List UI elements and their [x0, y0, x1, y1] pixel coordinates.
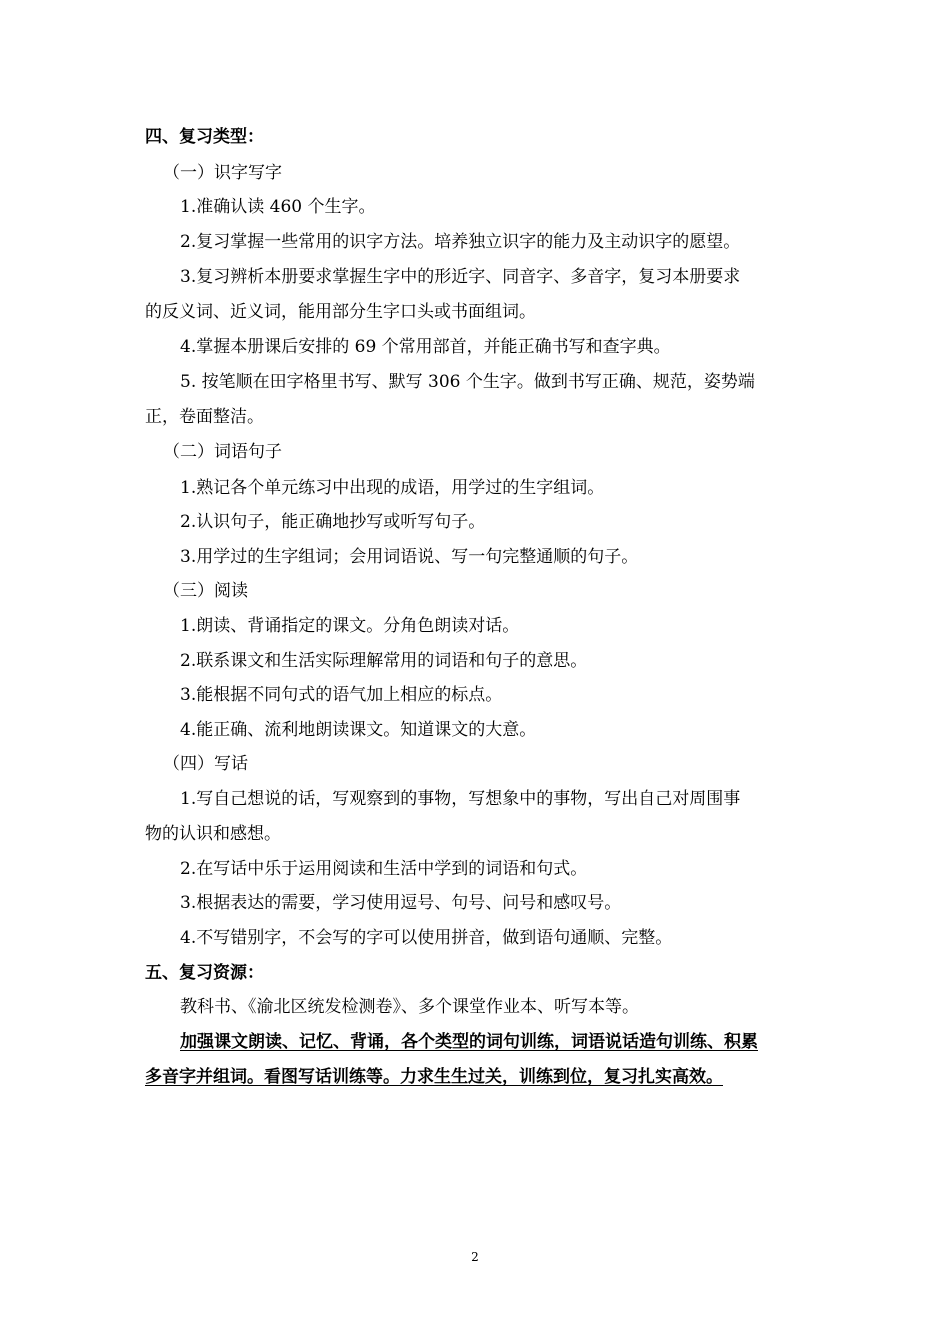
sub4-item3: 3.根据表达的需要，学习使用逗号、句号、问号和感叹号。: [180, 893, 622, 913]
sub2-item2: 2.认识句子，能正确地抄写或听写句子。: [180, 512, 486, 532]
sub4-item1-line2: 物的认识和感想。: [145, 824, 281, 844]
sub1-item2: 2.复习掌握一些常用的识字方法。培养独立识字的能力及主动识字的愿望。: [180, 232, 741, 252]
sub3-item2: 2.联系课文和生活实际理解常用的词语和句子的意思。: [180, 651, 588, 671]
sub2-item1: 1.熟记各个单元练习中出现的成语，用学过的生字组词。: [180, 478, 605, 498]
resources-text: 教科书、《渝北区统发检测卷》、多个课堂作业本、听写本等。: [180, 997, 639, 1017]
sub2-item3: 3.用学过的生字组词；会用词语说、写一句完整通顺的句子。: [180, 547, 639, 567]
sub1-item3-line1: 3.复习辨析本册要求掌握生字中的形近字、同音字、多音字，复习本册要求: [180, 267, 741, 287]
sub1-item1: 1.准确认读 460 个生字。: [180, 197, 376, 217]
emphasis-line1: 加强课文朗读、记忆、背诵，各个类型的词句训练，词语说话造句训练、积累: [180, 1032, 758, 1052]
sub3-item4: 4.能正确、流利地朗读课文。知道课文的大意。: [180, 720, 537, 740]
sub1-item5-line2: 正，卷面整洁。: [145, 407, 264, 427]
section4-heading: 四、复习类型：: [145, 127, 264, 147]
sub1-item3-line2: 的反义词、近义词，能用部分生字口头或书面组词。: [145, 302, 536, 322]
sub1-item4: 4.掌握本册课后安排的 69 个常用部首，并能正确书写和查字典。: [180, 337, 671, 357]
sub3-item3: 3.能根据不同句式的语气加上相应的标点。: [180, 685, 503, 705]
sub4-item2: 2.在写话中乐于运用阅读和生活中学到的词语和句式。: [180, 859, 588, 879]
sub4-item1-line1: 1.写自己想说的话，写观察到的事物，写想象中的事物，写出自己对周围事: [180, 789, 741, 809]
sub1-title: （一）识字写字: [163, 163, 282, 183]
sub3-item1: 1.朗读、背诵指定的课文。分角色朗读对话。: [180, 616, 520, 636]
sub4-title: （四）写话: [163, 754, 248, 774]
emphasis-line2: 多音字并组词。看图写话训练等。力求生生过关，训练到位，复习扎实高效。: [145, 1067, 723, 1087]
page-number: 2: [471, 1250, 479, 1264]
sub3-title: （三）阅读: [163, 581, 248, 601]
sub1-item5-line1: 5. 按笔顺在田字格里书写、默写 306 个生字。做到书写正确、规范，姿势端: [180, 372, 755, 392]
sub2-title: （二）词语句子: [163, 442, 282, 462]
section5-heading: 五、复习资源：: [145, 963, 264, 983]
sub4-item4: 4.不写错别字，不会写的字可以使用拼音，做到语句通顺、完整。: [180, 928, 673, 948]
